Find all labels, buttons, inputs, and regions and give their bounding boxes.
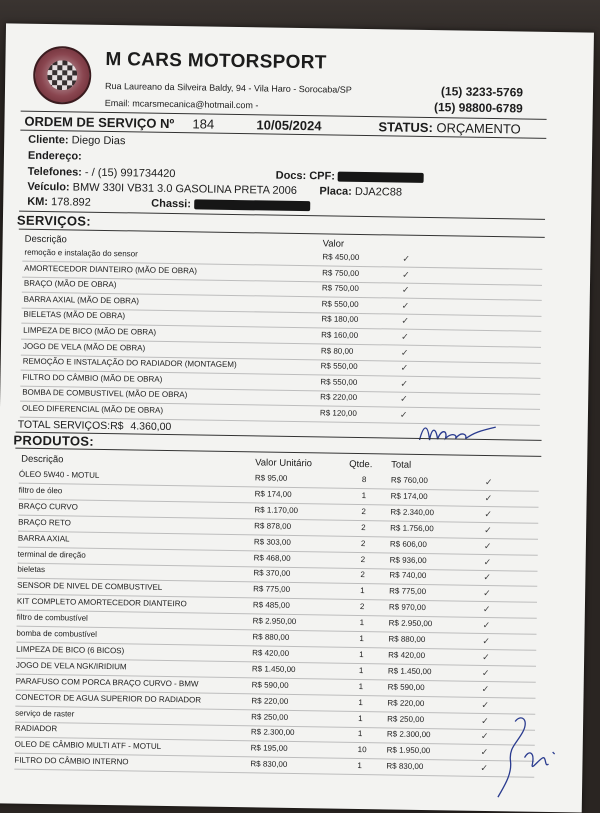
check-mark-icon: ✓: [483, 588, 491, 599]
check-mark-icon: ✓: [483, 556, 492, 567]
check-mark-icon: ✓: [481, 683, 490, 694]
services-total-value: 4.360,00: [130, 420, 172, 434]
product-unit-price: R$ 303,00: [253, 536, 291, 547]
product-qty: 1: [359, 634, 364, 644]
product-total: R$ 1.950,00: [386, 745, 431, 756]
product-desc: OLEO DE CÂMBIO MULTI ATF - MOTUL: [14, 739, 162, 752]
check-mark-icon: ✓: [482, 620, 491, 631]
products-col-qty: Qtde.: [349, 458, 373, 471]
product-qty: 1: [357, 729, 363, 739]
vehicle-value: BMW 330I VB31 3.0 GASOLINA PRETA 2006: [72, 181, 297, 197]
services-col-value: Valor: [322, 238, 345, 250]
services-col-desc: Descrição: [24, 233, 67, 246]
service-value: R$ 550,00: [320, 361, 358, 372]
km-field: KM: 178.892: [27, 195, 91, 209]
order-date: 10/05/2024: [256, 117, 322, 134]
product-desc: SENSOR DE NIVEL DE COMBUSTIVEL: [17, 580, 163, 593]
product-total: R$ 420,00: [388, 650, 426, 660]
product-qty: 1: [359, 618, 365, 628]
service-desc: remoção e instalação do sensor: [24, 247, 138, 259]
check-mark-icon: ✓: [483, 540, 492, 551]
product-qty: 2: [361, 506, 366, 516]
product-total: R$ 606,00: [389, 539, 427, 549]
product-desc: ÓLEO 5W40 - MOTUL: [18, 469, 100, 480]
check-mark-icon: ✓: [401, 316, 410, 327]
product-qty: 1: [357, 761, 362, 771]
vehicle-field: Veículo: BMW 330I VB31 3.0 GASOLINA PRETA 2006: [27, 180, 297, 197]
products-col-desc: Descrição: [21, 453, 64, 466]
checkered-flag-icon: [47, 60, 77, 90]
product-qty: 2: [361, 522, 366, 532]
products-col-unit: Valor Unitário: [255, 457, 313, 470]
product-unit-price: R$ 468,00: [253, 552, 291, 563]
product-total: R$ 590,00: [387, 682, 425, 692]
product-unit-price: R$ 370,00: [253, 568, 291, 579]
check-mark-icon: ✓: [399, 409, 408, 420]
order-number-label: ORDEM DE SERVIÇO Nº: [24, 113, 175, 132]
client-name: Diego Dias: [71, 134, 126, 148]
docs-field: Docs: CPF:: [276, 170, 425, 184]
product-qty: 2: [360, 570, 365, 580]
product-unit-price: R$ 775,00: [253, 584, 291, 595]
product-qty: 1: [358, 681, 364, 691]
services-title: SERVIÇOS:: [16, 212, 92, 229]
service-value: R$ 550,00: [320, 377, 358, 387]
check-mark-icon: ✓: [483, 572, 492, 583]
services-total: TOTAL SERVIÇOS:R$ 4.360,00: [17, 418, 172, 434]
order-number: 184: [192, 116, 215, 132]
service-desc: REMOÇÃO E INSTALAÇÃO DO RADIADOR (MONTAGEM): [22, 356, 237, 370]
product-unit-price: R$ 880,00: [252, 632, 290, 642]
service-value: R$ 80,00: [320, 345, 354, 356]
product-total: R$ 2.300,00: [386, 729, 431, 740]
product-unit-price: R$ 220,00: [251, 695, 289, 706]
product-unit-price: R$ 195,00: [250, 743, 288, 754]
product-total: R$ 830,00: [386, 761, 424, 772]
products-title: PRODUTOS:: [13, 432, 95, 449]
check-mark-icon: ✓: [401, 284, 410, 295]
company-phone-2: (15) 98800-6789: [433, 100, 523, 116]
products-col-total: Total: [391, 459, 412, 471]
product-qty: 1: [358, 713, 363, 723]
service-value: R$ 750,00: [322, 267, 360, 278]
client-phones: - / (15) 991734420: [84, 166, 176, 181]
status-label: STATUS:: [378, 119, 433, 136]
handwritten-signature: [494, 711, 565, 802]
product-qty: 1: [358, 665, 364, 675]
product-unit-price: R$ 2.300,00: [250, 727, 295, 738]
product-unit-price: R$ 2.950,00: [252, 616, 297, 627]
product-total: R$ 880,00: [388, 634, 426, 645]
check-mark-icon: ✓: [481, 715, 489, 726]
product-qty: 2: [360, 554, 366, 564]
product-desc: LIMPEZA DE BICO (6 BICOS): [16, 644, 125, 656]
product-total: R$ 174,00: [390, 491, 428, 501]
product-unit-price: R$ 174,00: [254, 489, 292, 499]
product-total: R$ 2.340,00: [390, 507, 435, 517]
chassis-field: Chassi:: [151, 198, 310, 212]
redacted-cpf: [338, 172, 424, 183]
product-desc: BRAÇO CURVO: [18, 501, 78, 512]
product-total: R$ 775,00: [389, 586, 427, 597]
company-address: Rua Laureano da Silveira Baldy, 94 - Vila Haro - Sorocaba/SP: [104, 80, 352, 95]
product-total: R$ 250,00: [387, 713, 425, 724]
product-total: R$ 760,00: [390, 475, 428, 486]
product-unit-price: R$ 250,00: [251, 711, 289, 722]
product-desc: PARAFUSO COM PORCA BRAÇO CURVO - BMW: [15, 676, 199, 689]
km-value: 178.892: [50, 196, 91, 209]
product-qty: 2: [360, 538, 366, 548]
company-name: M CARS MOTORSPORT: [105, 48, 327, 74]
service-value: R$ 220,00: [320, 392, 358, 403]
product-desc: bomba de combustível: [16, 628, 98, 639]
product-desc: terminal de direção: [17, 549, 86, 560]
divider: [19, 229, 545, 238]
service-value: R$ 120,00: [319, 408, 357, 418]
plate-field: Placa: DJA2C88: [319, 185, 403, 199]
check-mark-icon: ✓: [480, 763, 489, 774]
company-phone-1: (15) 3233-5769: [440, 84, 524, 100]
product-qty: 10: [357, 745, 367, 755]
service-value: R$ 160,00: [321, 330, 359, 340]
redacted-chassis: [194, 199, 310, 211]
check-mark-icon: ✓: [480, 747, 489, 758]
check-mark-icon: ✓: [484, 476, 493, 488]
check-mark-icon: ✓: [401, 300, 410, 311]
product-total: R$ 1.450,00: [387, 666, 432, 676]
product-unit-price: R$ 95,00: [254, 473, 288, 483]
product-total: R$ 220,00: [387, 698, 425, 708]
product-total: R$ 2.950,00: [388, 618, 433, 629]
product-total: R$ 1.756,00: [390, 523, 434, 533]
service-desc: JOGO DE VELA (MÃO DE OBRA): [22, 341, 146, 353]
service-desc: FILTRO DO CÂMBIO (MÃO DE OBRA): [22, 372, 163, 384]
service-value: R$ 750,00: [321, 283, 359, 294]
service-desc: OLEO DIFERENCIAL (MÃO DE OBRA): [21, 403, 164, 415]
product-desc: BRAÇO RETO: [18, 517, 72, 528]
check-mark-icon: ✓: [484, 524, 492, 535]
check-mark-icon: ✓: [400, 347, 409, 358]
product-total: R$ 936,00: [389, 554, 427, 565]
product-qty: 8: [361, 475, 367, 485]
product-desc: JOGO DE VELA NGK/IRIDIUM: [15, 660, 127, 672]
product-qty: 2: [359, 602, 365, 612]
service-desc: BOMBA DE COMBUSTIVEL (MÃO DE OBRA): [22, 388, 188, 400]
product-unit-price: R$ 1.170,00: [254, 505, 299, 515]
product-qty: 1: [359, 649, 364, 659]
product-desc: serviço de raster: [15, 708, 75, 719]
product-desc: KIT COMPLETO AMORTECEDOR DIANTEIRO: [16, 596, 187, 609]
service-desc: BIELETAS (MÃO DE OBRA): [23, 310, 126, 321]
service-value: R$ 180,00: [321, 314, 359, 325]
check-mark-icon: ✓: [402, 269, 410, 280]
check-mark-icon: ✓: [482, 651, 490, 662]
check-mark-icon: ✓: [480, 731, 489, 742]
check-mark-icon: ✓: [481, 667, 490, 678]
product-desc: filtro de combustível: [16, 612, 88, 623]
product-desc: CONECTOR DE AGUA SUPERIOR DO RADIADOR: [15, 692, 202, 705]
check-mark-icon: ✓: [400, 378, 409, 389]
product-unit-price: R$ 830,00: [250, 759, 288, 770]
product-total: R$ 740,00: [389, 570, 427, 581]
product-total: R$ 970,00: [388, 602, 426, 613]
product-unit-price: R$ 485,00: [252, 600, 290, 611]
check-mark-icon: ✓: [484, 492, 493, 503]
service-desc: BARRA AXIAL (MÃO DE OBRA): [23, 294, 140, 306]
product-unit-price: R$ 420,00: [252, 648, 290, 658]
service-value: R$ 450,00: [322, 252, 360, 262]
plate-value: DJA2C88: [354, 185, 403, 199]
product-desc: BARRA AXIAL: [17, 533, 70, 544]
product-desc: filtro de óleo: [18, 485, 63, 496]
service-desc: AMORTECEDOR DIANTEIRO (MÃO DE OBRA): [24, 263, 198, 276]
product-qty: 1: [358, 697, 363, 707]
product-desc: FILTRO DO CÂMBIO INTERNO: [14, 755, 129, 767]
product-desc: RADIADOR: [14, 724, 58, 734]
check-mark-icon: ✓: [484, 508, 493, 519]
product-qty: 1: [360, 586, 365, 596]
check-mark-icon: ✓: [402, 253, 411, 264]
check-mark-icon: ✓: [401, 331, 409, 342]
product-desc: bieletas: [17, 565, 46, 575]
product-unit-price: R$ 878,00: [254, 521, 292, 531]
check-mark-icon: ✓: [400, 362, 409, 373]
address-field: Endereço:: [27, 149, 82, 163]
check-mark-icon: ✓: [482, 635, 491, 647]
company-email: Email: mcarsmecanica@hotmail.com -: [104, 97, 259, 111]
check-mark-icon: ✓: [481, 699, 490, 710]
divider: [19, 211, 545, 220]
service-value: R$ 550,00: [321, 299, 359, 309]
product-unit-price: R$ 1.450,00: [251, 664, 296, 674]
check-mark-icon: ✓: [400, 394, 408, 405]
product-unit-price: R$ 590,00: [251, 680, 289, 690]
service-order-document: [0, 23, 594, 812]
service-desc: LIMPEZA DE BICO (MÃO DE OBRA): [23, 325, 157, 337]
company-logo: [33, 46, 92, 105]
divider: [15, 448, 541, 457]
phones-field: Telefones: - / (15) 991734420: [27, 165, 176, 181]
check-mark-icon: ✓: [482, 604, 491, 615]
status-value: ORÇAMENTO: [436, 120, 521, 137]
signature-mark: [417, 420, 497, 447]
service-desc: BRAÇO (MÃO DE OBRA): [23, 278, 117, 290]
client-field: Cliente: Diego Dias: [28, 133, 126, 148]
product-qty: 1: [361, 490, 367, 500]
